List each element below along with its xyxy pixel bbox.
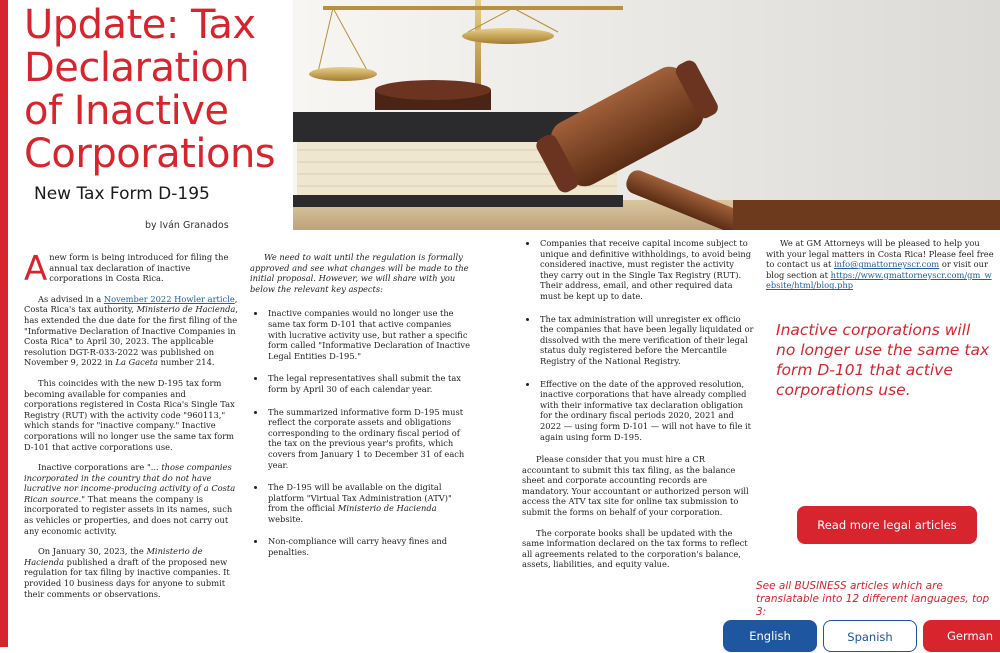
list-item: • The legal representatives shall submit the tax form by April 30 of each calendar year. <box>266 373 470 394</box>
language-english-button[interactable]: English <box>723 620 817 652</box>
text: or visit our blog section at <box>766 259 988 280</box>
gavel-scales-photo <box>293 0 1000 230</box>
list-item: • Non-compliance will carry heavy fines and penalties. <box>266 536 470 557</box>
hero-image-gavel-scales <box>293 0 1000 230</box>
text: As advised in a <box>38 293 104 304</box>
text: number 214. <box>158 357 215 368</box>
contact-paragraph <box>766 238 996 291</box>
pull-quote: Inactive corporations will no longer use the same tax form D-101 that active corporations use. <box>776 321 990 399</box>
lead-paragraph <box>24 249 238 289</box>
quote-text: "... those companies incorporated in the country that do not have lucrative nor income-producing activity of a Costa Rican source." <box>24 462 236 504</box>
page-subtitle: New Tax Form D-195 <box>34 184 210 204</box>
paragraph: This coincides with the new D-195 tax form becoming available for companies and corporations registered in Costa Rica's Single Tax Registry (RUT) with the activity code "960113," which stands for "inactive company." Inactive corporations will no longer use the same tax form D-101 that active corporations use. <box>24 377 235 452</box>
drop-cap: A <box>24 249 48 289</box>
howler-article-link[interactable]: November 2022 Howler article <box>103 293 235 304</box>
text: website. <box>268 513 304 524</box>
text: That means the company is incorporated to register assets in its names, such as vehicles or properties, and does not carry out any economic activity. <box>24 493 233 536</box>
page-title: Update: Tax Declaration of Inactive Corporations <box>24 2 276 177</box>
text: Inactive corporations are <box>38 462 147 473</box>
paragraph: Please consider that you must hire a CR accountant to submit this tax filing, as the balance sheet and corporate accounting records are mandatory. Your accountant or authorized person will access the ATV tax site for online tax submission to submit the forms on behalf of your corporation. <box>522 454 749 518</box>
paragraph <box>24 294 238 368</box>
article-column-2 <box>250 252 470 570</box>
article-column-4 <box>766 238 996 301</box>
key-aspects-list <box>250 308 470 557</box>
intro-paragraph: We need to wait until the regulation is formally approved and see what changes will be made to the initial proposal. However, we will share with you below the relevant key aspects: <box>250 252 469 294</box>
text: Ministerio de Hacienda <box>24 546 203 567</box>
text: Ministerio de Hacienda <box>337 503 437 514</box>
list-item <box>266 482 470 524</box>
text: We at GM Attorneys will be pleased to help you with your legal matters in Costa Rica! Please feel free to contact us at <box>766 238 994 270</box>
list-item: • Companies that receive capital income subject to unique and definitive withholdings, to avoid being considered inactive, must register the activity they carry out in the Single Tax Registry (RUT). Their address, email, and other required data must be kept up to date. <box>538 238 754 302</box>
language-spanish-button[interactable]: Spanish <box>823 620 917 652</box>
text: published a draft of the proposed new regulation for tax filing by inactive companies. It provided 10 business days for anyone to submit their comments or observations. <box>24 556 230 599</box>
read-more-button[interactable]: Read more legal articles <box>797 506 977 544</box>
text: On January 30, 2023, the <box>38 546 147 557</box>
author-byline: by Iván Granados <box>145 220 229 231</box>
paragraph <box>24 546 238 599</box>
left-accent-bar <box>0 0 8 647</box>
list-item: • The summarized informative form D-195 must reflect the corporate assets and obligations corresponding to the ordinary fiscal period of the tax on the previous year's profits, which covers from January 1 to December 31 of each year. <box>266 407 470 471</box>
email-link[interactable]: info@gmattorneyscr.com <box>834 259 940 270</box>
requirements-list <box>522 238 754 442</box>
see-all-articles-note: See all BUSINESS articles which are translatable into 12 different languages, top 3: <box>756 580 990 618</box>
paragraph: The corporate books shall be updated with the same information declared on the tax forms to reflect all agreements related to the corporation's balance, assets, liabilities, and equity value. <box>522 527 748 570</box>
paragraph <box>24 462 238 536</box>
text: The D-195 will be available on the digital platform "Virtual Tax Administration (ATV)" from the official <box>268 482 452 514</box>
article-column-3 <box>522 238 754 580</box>
list-item: • Inactive companies would no longer use the same tax form D-101 that active companies with lucrative activity use, but rather a specific form called "Informative Declaration of Inactive Legal Entities D-195." <box>266 308 470 361</box>
text: La Gaceta <box>115 357 159 368</box>
article-column-1 <box>24 249 238 609</box>
list-item: • Effective on the date of the approved resolution, inactive corporations that have already complied with their informative tax declaration obligation for the ordinary fiscal periods 2020, 2021 and 2022 — using form D-101 — will not have to file it again using form D-195. <box>538 379 754 443</box>
text: , Costa Rica's tax authority, <box>24 293 238 315</box>
language-german-button[interactable]: German <box>923 620 1000 652</box>
list-item: • The tax administration will unregister ex officio the companies that have been legally liquidated or dissolved with the mere verification of their legal status duly registered before the Mercantile Registry of the National Registry. <box>538 314 754 367</box>
lead-text: new form is being introduced for filing the annual tax declaration of inactive corporations in Costa Rica. <box>49 252 229 284</box>
text: , has extended the due date for the first filing of the "Informative Declaration of Inactive Companies in Costa Rica" to April 30, 2023. The applicable resolution DGT-R-033-2022 was published on November 9, 2022 in <box>24 304 238 368</box>
blog-link[interactable]: https://www.gmattorneyscr.com/gm_website/html/blog.php <box>766 269 992 291</box>
text: Ministerio de Hacienda <box>136 304 236 315</box>
